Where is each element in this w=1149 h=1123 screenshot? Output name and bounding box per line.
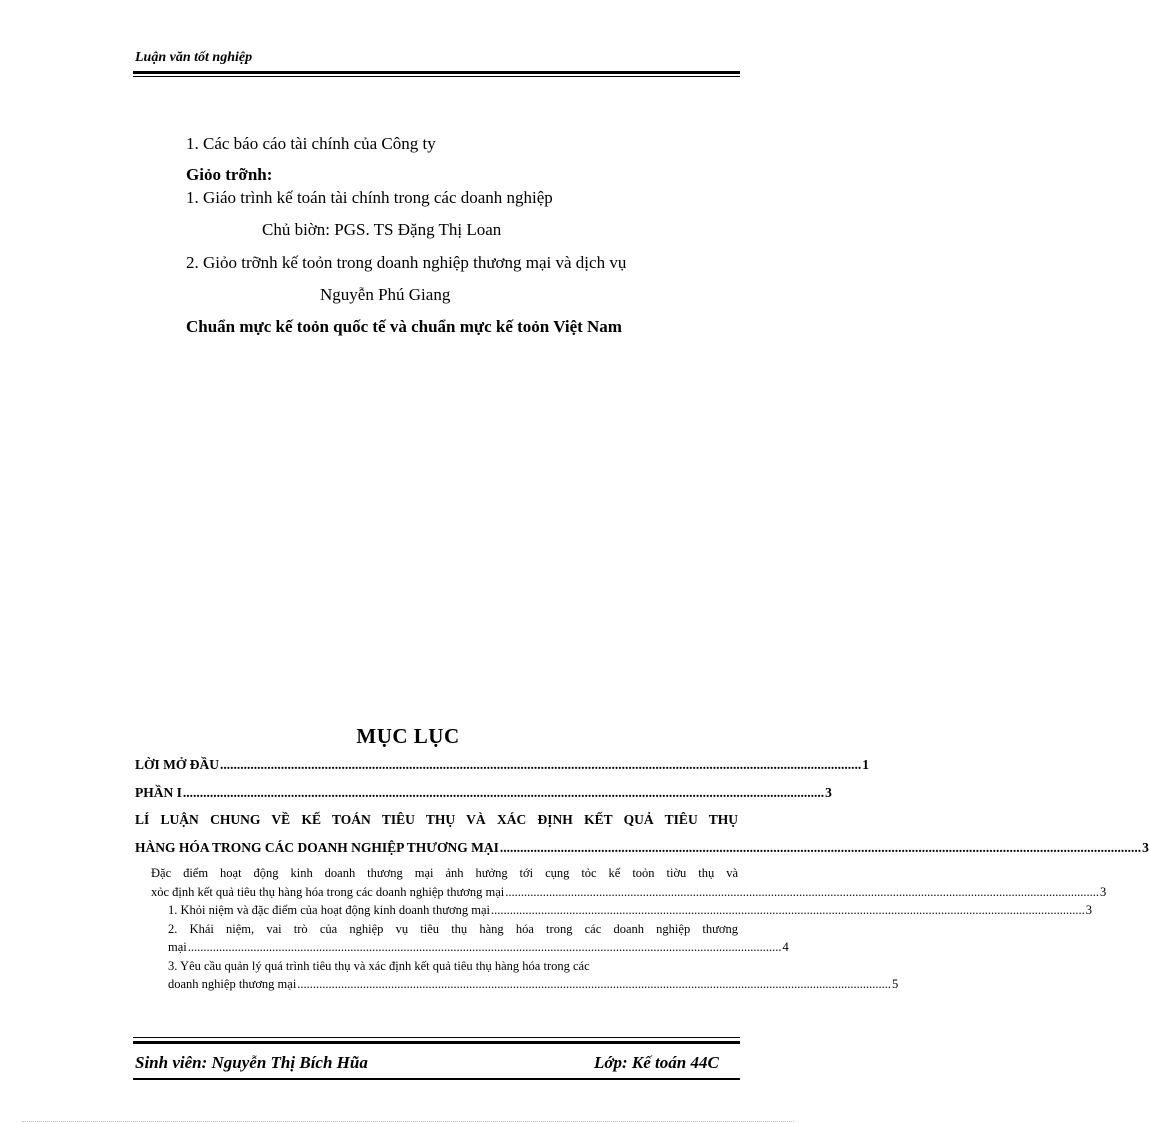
toc-entry[interactable]: xỏc định kết quả tiêu thụ hàng hóa trong các doanh nghiệp thương mại .............................................................................................................................................................................................. 3 bbox=[151, 885, 1107, 899]
reference-item-2-author: Chủ biờn: PGS. TS Đặng Thị Loan bbox=[262, 220, 502, 239]
footer-student-name: Sinh viên: Nguyễn Thị Bích Hũa bbox=[135, 1053, 368, 1072]
toc-entry[interactable]: LỜI MỞ ĐẦU .............................................................................................................................................................................................. 1 bbox=[135, 757, 869, 772]
leader-dots: .............................................................................................................................................................................................. bbox=[187, 940, 782, 954]
leader-dots: .............................................................................................................................................................................................. bbox=[499, 840, 1142, 855]
page-header-title: Luận văn tốt nghiệp bbox=[135, 50, 253, 65]
reference-item-3-author: Nguyễn Phú Giang bbox=[320, 285, 451, 304]
reference-heading: Giỏo trỡnh: bbox=[186, 165, 273, 184]
leader-dots: .............................................................................................................................................................................................. bbox=[491, 903, 1085, 917]
reference-item-1: 1. Các báo cáo tài chính của Công ty bbox=[186, 134, 436, 153]
toc-entry-line[interactable]: Đặc điểm hoạt động kinh doanh thương mại ảnh hưởng tới cụng tỏc kế toỏn tiờu thụ và bbox=[151, 866, 738, 880]
reference-item-4: Chuẩn mực kế toỏn quốc tế và chuẩn mực kế toỏn Việt Nam bbox=[186, 317, 622, 336]
page-edge bbox=[22, 1121, 794, 1122]
toc-entry[interactable]: PHẦN I .............................................................................................................................................................................................. 3 bbox=[135, 785, 832, 800]
toc-entry[interactable]: HÀNG HÓA TRONG CÁC DOANH NGHIỆP THƯƠNG MẠI .............................................................................................................................................................................................. 3 bbox=[135, 840, 1149, 855]
toc-entry-line[interactable]: 2. Khái niệm, vai trò của nghiệp vụ tiêu thụ hàng hóa trong các doanh nghiệp thương bbox=[168, 922, 738, 936]
header-rule-thin bbox=[133, 76, 740, 77]
toc-entry[interactable]: 1. Khỏi niệm và đặc điểm của hoạt động kinh doanh thương mại .............................................................................................................................................................................................. 3 bbox=[168, 903, 1092, 917]
footer-rule-thick bbox=[133, 1041, 740, 1044]
reference-item-2: 1. Giáo trình kế toán tài chính trong các doanh nghiệp bbox=[186, 188, 553, 207]
toc-entry[interactable]: mại .............................................................................................................................................................................................. 4 bbox=[168, 940, 789, 954]
footer-bottom-rule bbox=[133, 1078, 740, 1080]
reference-item-3: 2. Giỏo trỡnh kế toỏn trong doanh nghiệp thương mại và dịch vụ bbox=[186, 253, 627, 272]
footer-class: Lớp: Kế toán 44C bbox=[594, 1053, 719, 1072]
footer-rule-thin bbox=[133, 1037, 740, 1038]
toc-entry-line[interactable]: 3. Yêu cầu quản lý quá trình tiêu thụ và xác định kết quả tiêu thụ hàng hóa trong các bbox=[168, 959, 590, 973]
leader-dots: .............................................................................................................................................................................................. bbox=[220, 757, 862, 772]
toc-entry-line[interactable]: LÍ LUẬN CHUNG VỀ KẾ TOÁN TIÊU THỤ VÀ XÁC ĐỊNH KẾT QUẢ TIÊU THỤ bbox=[135, 812, 738, 827]
leader-dots: .............................................................................................................................................................................................. bbox=[297, 977, 892, 991]
toc-entry[interactable]: doanh nghiệp thương mại .............................................................................................................................................................................................. 5 bbox=[168, 977, 899, 991]
leader-dots: .............................................................................................................................................................................................. bbox=[182, 785, 825, 800]
leader-dots: .............................................................................................................................................................................................. bbox=[505, 885, 1099, 899]
header-rule-thick bbox=[133, 71, 740, 74]
toc-title: MỤC LỤC bbox=[356, 724, 460, 748]
